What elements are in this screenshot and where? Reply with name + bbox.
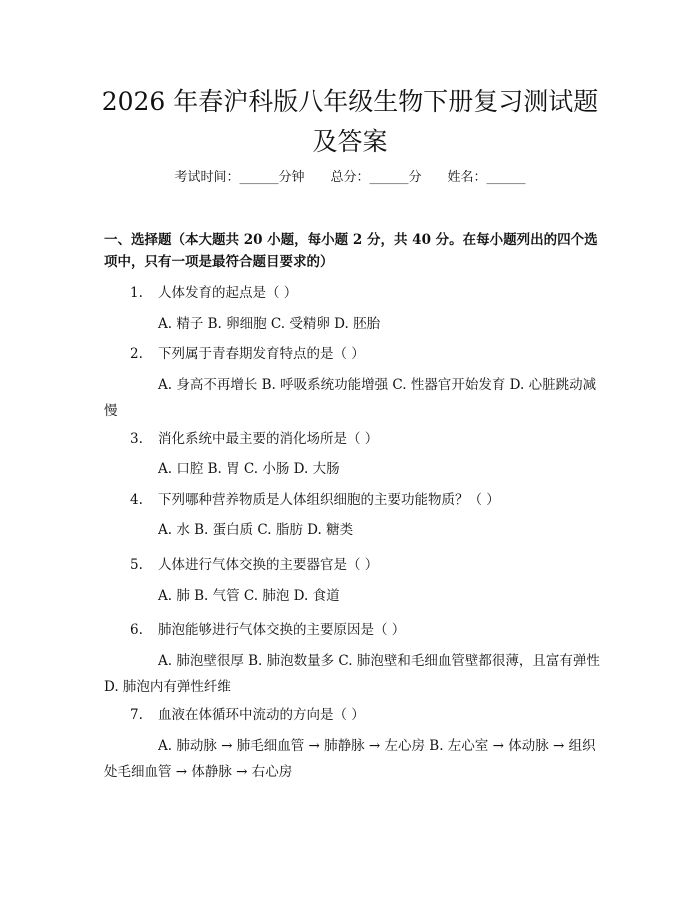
question-options: A. 口腔 B. 胃 C. 小肠 D. 大肠 <box>158 461 340 477</box>
question-text: 人体进行气体交换的主要器官是（ ） <box>158 557 379 573</box>
question-options: A. 肺泡壁很厚 B. 肺泡数量多 C. 肺泡壁和毛细血管壁都很薄，且富有弹性 D. 肺泡内有弹性纤维 <box>104 653 600 695</box>
question-number: 3. <box>130 431 143 447</box>
exam-info-line <box>0 168 700 188</box>
question-text: 下列属于青春期发育特点的是（ ） <box>158 346 365 362</box>
document-title: 2026 年春沪科版八年级生物下册复习测试题及答案 <box>101 87 599 156</box>
question-text: 肺泡能够进行气体交换的主要原因是（ ） <box>158 622 406 638</box>
question-number: 5. <box>130 557 143 573</box>
question-number: 7. <box>130 707 143 723</box>
question-stem <box>104 619 604 641</box>
question-number: 1. <box>130 285 143 301</box>
question-stem <box>104 554 604 576</box>
question-text: 人体发育的起点是（ ） <box>158 285 298 301</box>
question-number: 4. <box>130 492 143 508</box>
question-text: 消化系统中最主要的消化场所是（ ） <box>158 431 379 447</box>
total-score-field: 总分：______分 <box>330 170 422 185</box>
section-heading: 一、选择题（本大题共 20 小题，每小题 2 分，共 40 分。在每小题列出的四个选项中，只有一项是最符合题目要求的） <box>104 232 598 270</box>
student-name-field: 姓名：______ <box>447 170 526 185</box>
question-text: 下列哪种营养物质是人体组织细胞的主要功能物质？（ ） <box>158 492 500 508</box>
question-options: A. 水 B. 蛋白质 C. 脂肪 D. 糖类 <box>158 522 354 538</box>
question-options: A. 精子 B. 卵细胞 C. 受精卵 D. 胚胎 <box>158 316 381 332</box>
question-stem <box>104 489 604 511</box>
question-stem <box>104 704 604 726</box>
question-stem <box>104 343 604 365</box>
question-number: 6. <box>130 622 143 638</box>
question-options: A. 肺 B. 气管 C. 肺泡 D. 食道 <box>158 588 340 604</box>
question-stem <box>104 428 604 450</box>
exam-time-field: 考试时间：______分钟 <box>174 170 305 185</box>
question-text: 血液在体循环中流动的方向是（ ） <box>158 707 365 723</box>
question-options: A. 身高不再增长 B. 呼吸系统功能增强 C. 性器官开始发育 D. 心脏跳动减慢 <box>104 377 597 419</box>
question-stem <box>104 282 604 304</box>
question-options: A. 肺动脉 → 肺毛细血管 → 肺静脉 → 左心房 B. 左心室 → 体动脉 → 组织处毛细血管 → 体静脉 → 右心房 <box>104 738 596 780</box>
question-number: 2. <box>130 346 143 362</box>
